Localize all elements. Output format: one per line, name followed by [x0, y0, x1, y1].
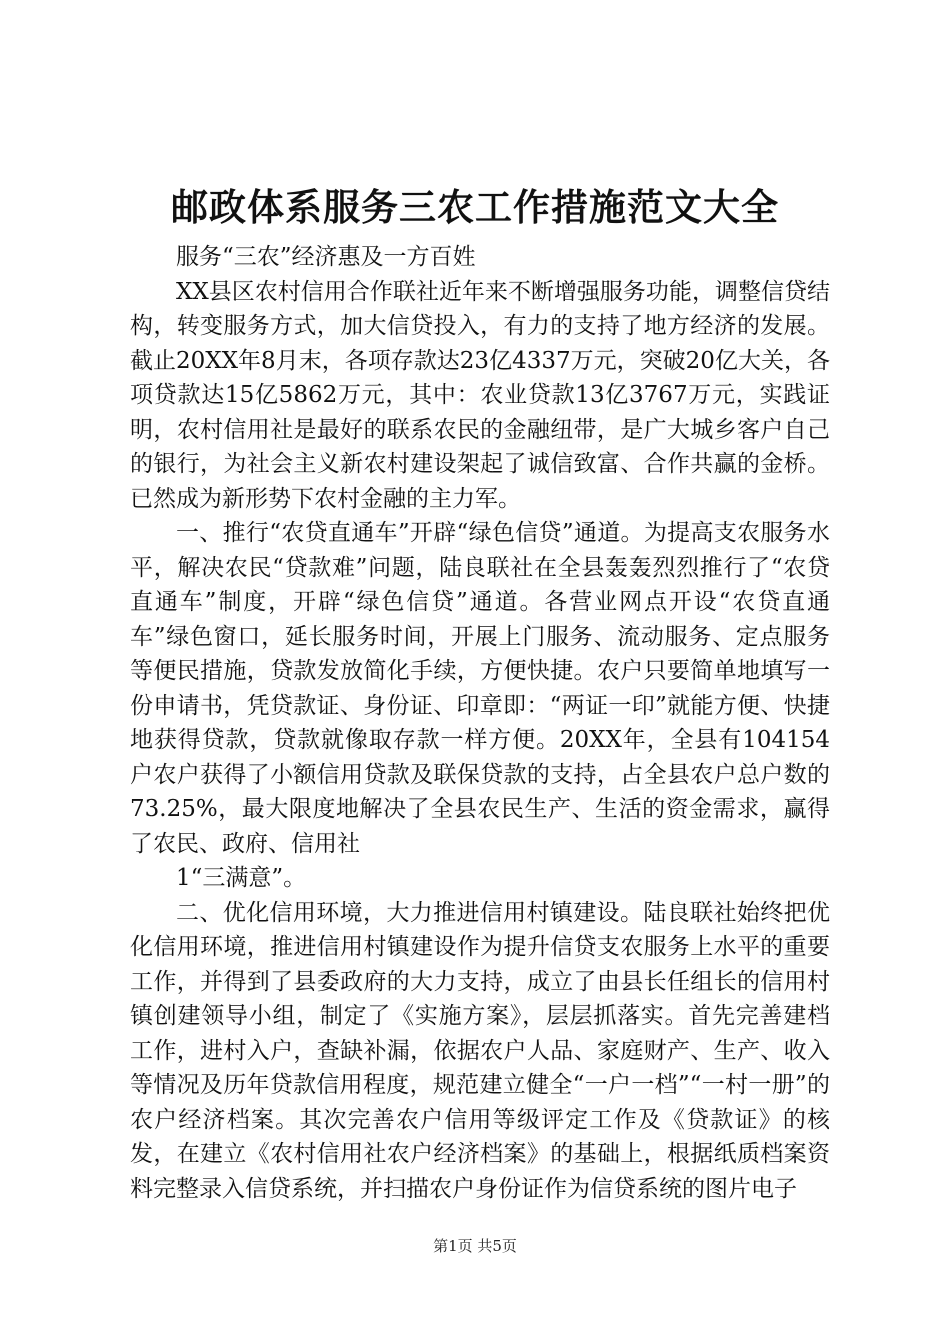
- section-subtitle: 服务“三农”经济惠及一方百姓: [176, 244, 476, 270]
- document-body: [130, 240, 830, 1206]
- document-title: 邮政体系服务三农工作措施范文大全: [171, 185, 779, 229]
- paragraph-section-two: 二、优化信用环境，大力推进信用村镇建设。陆良联社始终把优化信用环境，推进信用村镇建设作为提升信贷支农服务上水平的重要工作，并得到了县委政府的大力支持，成立了由县长任组长的信用村镇创建领导小组，制定了《实施方案》，层层抓落实。首先完善建档工作，进村入户，查缺补漏，依据农户人品、家庭财产、生产、收入等情况及历年贷款信用程度，规范建立健全“一户一档”“一村一册”的农户经济档案。其次完善农户信用等级评定工作及《贷款证》的核发，在建立《农村信用社农户经济档案》的基础上，根据纸质档案资料完整录入信贷系统，并扫描农户身份证作为信贷系统的图片电子: [130, 899, 830, 1202]
- paragraph-intro: XX县区农村信用合作联社近年来不断增强服务功能，调整信贷结构，转变服务方式，加大信贷投入，有力的支持了地方经济的发展。截止20XX年8月末，各项存款达23亿4337万元，突破20亿大关，各项贷款达15亿5862万元，其中：农业贷款13亿3767万元，实践证明，农村信用社是最好的联系农民的金融纽带，是广大城乡客户自己的银行，为社会主义新农村建设架起了诚信致富、合作共赢的金桥。已然成为新形势下农村金融的主力军。: [130, 278, 830, 512]
- page-number-footer: 第1页 共5页: [433, 1237, 517, 1255]
- paragraph-section-one-end: 1“三满意”。: [176, 865, 307, 891]
- paragraph-section-one: 一、推行“农贷直通车”开辟“绿色信贷”通道。为提高支农服务水平，解决农民“贷款难”问题，陆良联社在全县轰轰烈烈推行了“农贷直通车”制度，开辟“绿色信贷”通道。各营业网点开设“农贷直通车”绿色窗口，延长服务时间，开展上门服务、流动服务、定点服务等便民措施，贷款发放简化手续，方便快捷。农户只要简单地填写一份申请书，凭贷款证、身份证、印章即：“两证一印”就能方便、快捷地获得贷款，贷款就像取存款一样方便。20XX年，全县有104154户农户获得了小额信用贷款及联保贷款的支持，占全县农户总户数的73.25%，最大限度地解决了全县农民生产、生活的资金需求，赢得了农民、政府、信用社: [130, 520, 830, 857]
